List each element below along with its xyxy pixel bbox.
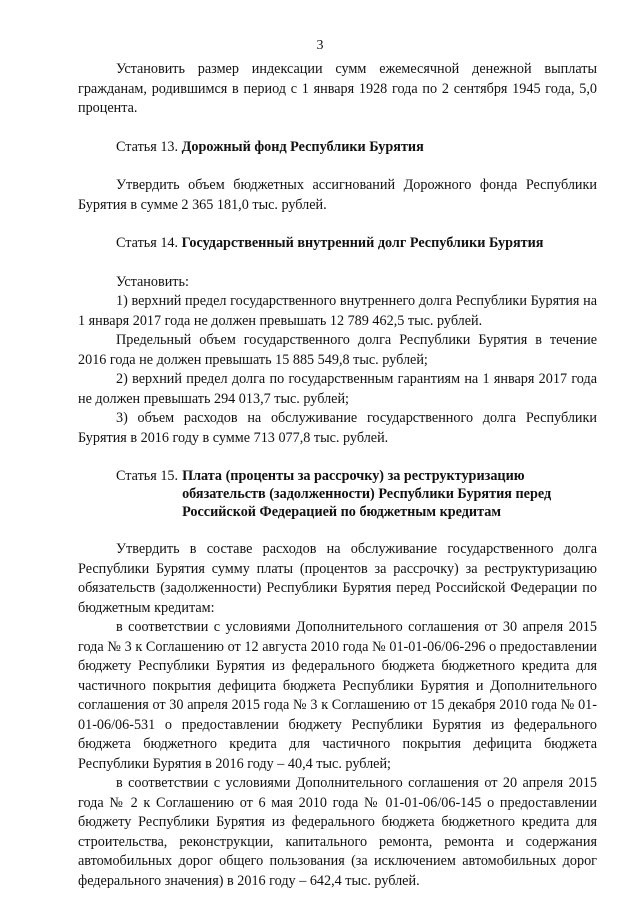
article-13-heading bbox=[78, 138, 597, 158]
article-15-paragraph: Утвердить в составе расходов на обслуживание государственного долга Республики Бурятия сумму платы (процентов за рассрочку) за реструктуризацию обязательств (задолженности) Республики Бурятия перед Российской Федерации по бюджетным кредитам: bbox=[78, 541, 597, 616]
article-13-title: Дорожный фонд Республики Бурятия bbox=[181, 138, 424, 155]
article-15-title: Плата (проценты за рассрочку) за реструктуризацию обязательств (задолженности) Республики Бурятия перед Российской Федерацией по бюджетным кредитам bbox=[182, 468, 552, 520]
article-15-heading bbox=[78, 467, 597, 521]
article-13-label: Статья 13. bbox=[116, 138, 179, 155]
document-body bbox=[78, 60, 597, 891]
article-15-paragraph: в соответствии с условиями Дополнительного соглашения от 30 апреля 2015 года № 3 к Соглашению от 12 августа 2010 года № 01-01-06/06-296 о предоставлении бюджету Республики Бурятия из федерального бюджета бюджетного кредита для частичного покрытия дефицита бюджета Республики Бурятия и Дополнительного соглашения от 30 апреля 2015 года № 3 к Соглашению от 15 декабря 2010 года № 01-01-06/06-531 о предоставлении бюджету Республики Бурятия из федерального бюджета бюджетного кредита для частичного покрытия дефицита бюджета Республики Бурятия в 2016 году – 40,4 тыс. рублей; bbox=[78, 619, 597, 772]
article-15-label: Статья 15. bbox=[116, 468, 179, 484]
article-14-paragraph: Установить: bbox=[116, 273, 189, 290]
article-14-paragraph: 2) верхний предел долга по государственным гарантиям на 1 января 2017 года не должен превышать 294 013,7 тыс. рублей; bbox=[78, 371, 597, 407]
article-14-paragraph: 3) объем расходов на обслуживание государственного долга Республики Бурятия в 2016 году в сумме 713 077,8 тыс. рублей. bbox=[78, 410, 597, 446]
article-14-label: Статья 14. bbox=[116, 235, 179, 251]
spacer bbox=[78, 215, 597, 234]
spacer bbox=[78, 448, 597, 467]
spacer bbox=[78, 521, 597, 540]
article-14-paragraph: 1) верхний предел государственного внутреннего долга Республики Бурятия на 1 января 2017 года не должен превышать 12 789 462,5 тыс. рублей. bbox=[78, 293, 597, 329]
spacer bbox=[78, 254, 597, 273]
article-15-paragraph: в соответствии с условиями Дополнительного соглашения от 20 апреля 2015 года № 2 к Соглашению от 6 мая 2010 года № 01-01-06/06-145 о предоставлении бюджету Республики Бурятия из федерального бюджета бюджетного кредита для строительства, реконструкции, капитального ремонта, ремонта и содержания автомобильных дорог общего пользования (за исключением автомобильных дорог федерального значения) в 2016 году – 642,4 тыс. рублей. bbox=[78, 775, 597, 889]
article-14-title: Государственный внутренний долг Республики Бурятия bbox=[181, 235, 544, 251]
article-14-heading bbox=[78, 234, 597, 254]
article-13-text: Утвердить объем бюджетных ассигнований Дорожного фонда Республики Бурятия в сумме 2 365 181,0 тыс. рублей. bbox=[78, 177, 597, 213]
page-number: 3 bbox=[316, 38, 324, 53]
spacer bbox=[78, 157, 597, 176]
intro-paragraph: Установить размер индексации сумм ежемесячной денежной выплаты гражданам, родившимся в период с 1 января 1928 года по 2 сентября 1945 года, 5,0 процента. bbox=[78, 61, 597, 116]
article-14-paragraph: Предельный объем государственного долга Республики Бурятия в течение 2016 года не должен превышать 15 885 549,8 тыс. рублей; bbox=[78, 332, 597, 368]
spacer bbox=[78, 119, 597, 138]
